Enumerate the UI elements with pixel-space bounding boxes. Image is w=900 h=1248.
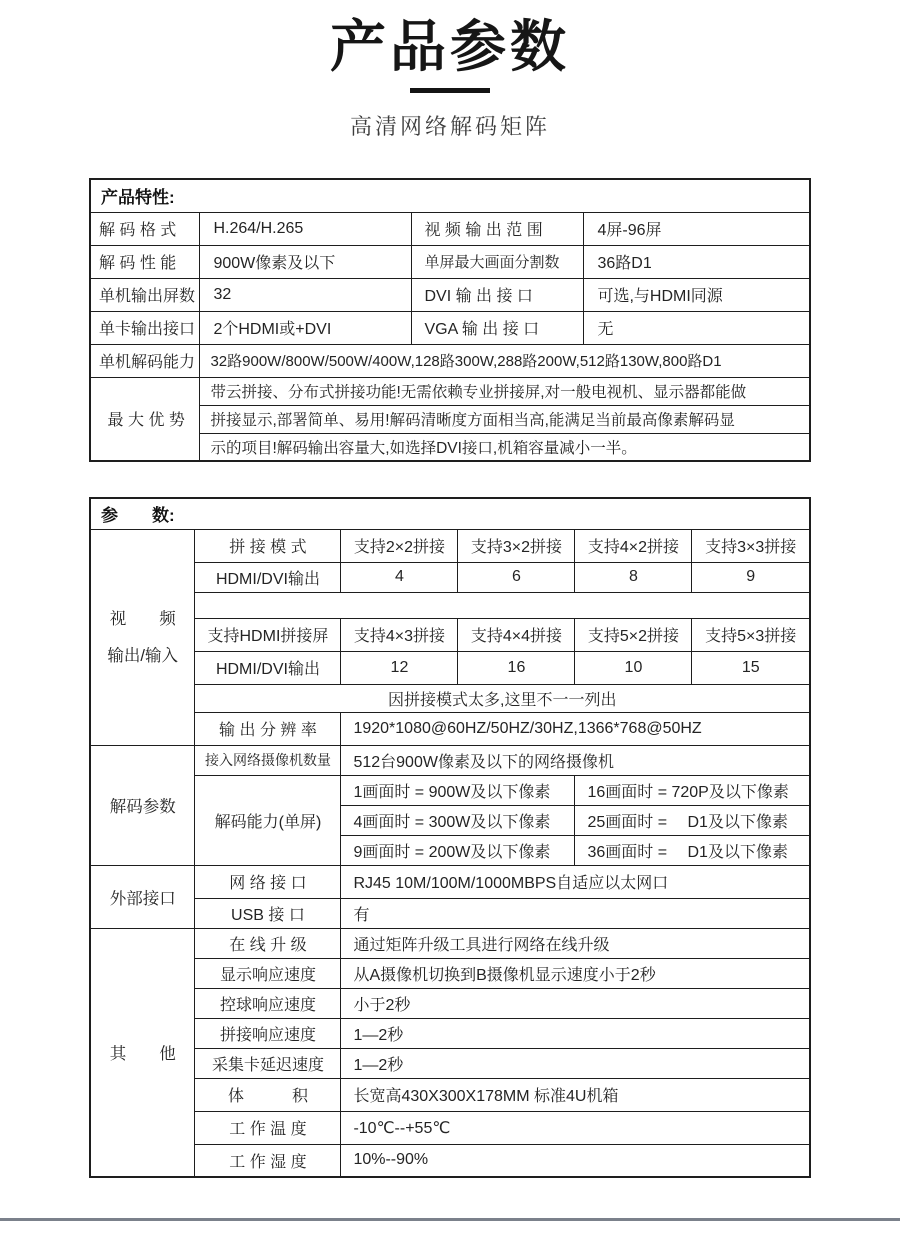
table-row — [90, 212, 810, 245]
feature-value: 36路D1 — [584, 245, 810, 278]
page-title: 产品参数 — [330, 15, 570, 78]
decode-capability-label: 单机解码能力 — [90, 344, 200, 377]
feature-value: 2个HDMI或+DVI — [200, 311, 412, 344]
parameters-table — [89, 497, 811, 1178]
decode-capacity-cell: 16画面时 = 720P及以下像素 — [575, 775, 810, 805]
feature-value: 4屏-96屏 — [584, 212, 810, 245]
other-value: 1—2秒 — [341, 1048, 810, 1078]
usb-port-label: USB 接 口 — [195, 898, 341, 928]
table-row — [90, 278, 810, 311]
table-row — [90, 958, 810, 988]
other-label: 在 线 升 级 — [195, 928, 341, 958]
splice-mode-cell: 支持3×2拼接 — [458, 529, 575, 562]
feature-value: H.264/H.265 — [200, 212, 412, 245]
features-header: 产品特性: — [90, 179, 810, 212]
camera-count-label: 接入网络摄像机数量 — [195, 745, 341, 775]
splice-mode-cell: 支持4×2拼接 — [575, 529, 692, 562]
table-row — [90, 179, 810, 212]
table-row — [90, 1144, 810, 1177]
network-port-label: 网 络 接 口 — [195, 865, 341, 898]
decode-capacity-cell: 4画面时 = 300W及以下像素 — [341, 805, 575, 835]
hdmi-dvi-output-count: 8 — [575, 562, 692, 592]
advantage-line: 示的项目!解码输出容量大,如选择DVI接口,机箱容量减小一半。 — [200, 433, 810, 461]
feature-value: 无 — [584, 311, 810, 344]
output-resolution-value: 1920*1080@60HZ/50HZ/30HZ,1366*768@50HZ — [341, 712, 810, 745]
feature-value: 900W像素及以下 — [200, 245, 412, 278]
other-label: 显示响应速度 — [195, 958, 341, 988]
other-value: 从A摄像机切换到B摄像机显示速度小于2秒 — [341, 958, 810, 988]
title-underline — [410, 88, 490, 93]
table-row — [90, 1111, 810, 1144]
section-label-gap — [97, 631, 189, 644]
splice-mode-label: 拼 接 模 式 — [195, 529, 341, 562]
hdmi-dvi-output-label: HDMI/DVI输出 — [195, 562, 341, 592]
other-value: 小于2秒 — [341, 988, 810, 1018]
page-subtitle: 高清网络解码矩阵 — [349, 114, 550, 139]
splice-mode-cell: 支持2×2拼接 — [341, 529, 458, 562]
table-row — [90, 865, 810, 898]
table-row — [90, 1018, 810, 1048]
table-row — [90, 745, 810, 775]
section-video-io-line1: 视 频 — [109, 609, 176, 628]
splice-mode-cell: 支持3×3拼接 — [692, 529, 810, 562]
other-label: 拼接响应速度 — [195, 1018, 341, 1048]
splice-mode-cell: 支持5×2拼接 — [575, 618, 692, 651]
feature-label: 解 码 性 能 — [90, 245, 200, 278]
decode-capacity-cell: 9画面时 = 200W及以下像素 — [341, 835, 575, 865]
other-value: 通过矩阵升级工具进行网络在线升级 — [341, 928, 810, 958]
feature-label: VGA 输 出 接 口 — [412, 311, 584, 344]
hdmi-dvi-output-count: 15 — [692, 651, 810, 684]
other-label: 体 积 — [195, 1078, 341, 1111]
network-port-value: RJ45 10M/100M/1000MBPS自适应以太网口 — [341, 865, 810, 898]
feature-label: 单卡输出接口 — [90, 311, 200, 344]
other-value: 10%--90% — [341, 1144, 810, 1177]
table-row — [90, 311, 810, 344]
other-label: 工 作 温 度 — [195, 1111, 341, 1144]
table-row — [90, 898, 810, 928]
other-label: 控球响应速度 — [195, 988, 341, 1018]
decode-capacity-label: 解码能力(单屏) — [195, 775, 341, 865]
params-header: 参 数: — [90, 498, 810, 529]
table-row — [90, 712, 810, 745]
splice-mode-cell: 支持4×3拼接 — [341, 618, 458, 651]
bottom-divider-line — [0, 1218, 900, 1221]
decode-capability-value: 32路900W/800W/500W/400W,128路300W,288路200W,512路130W,800路D1 — [200, 344, 810, 377]
camera-count-value: 512台900W像素及以下的网络摄像机 — [341, 745, 810, 775]
output-resolution-label: 输 出 分 辨 率 — [195, 712, 341, 745]
other-value: 长宽高430X300X178MM 标准4U机箱 — [341, 1078, 810, 1111]
advantage-line: 拼接显示,部署简单、易用!解码清晰度方面相当高,能满足当前最高像素解码显 — [200, 405, 810, 433]
hdmi-dvi-output-label: HDMI/DVI输出 — [195, 651, 341, 684]
table-row — [90, 988, 810, 1018]
table-row — [90, 562, 810, 592]
table-row — [90, 651, 810, 684]
section-decode-params: 解码参数 — [90, 745, 195, 865]
decode-capacity-cell: 1画面时 = 900W及以下像素 — [341, 775, 575, 805]
table-row — [90, 1048, 810, 1078]
hdmi-dvi-output-count: 9 — [692, 562, 810, 592]
table-row — [90, 344, 810, 377]
table-row — [90, 1078, 810, 1111]
table-row — [90, 529, 810, 562]
section-video-io — [90, 529, 195, 745]
feature-label: 视 频 输 出 范 围 — [412, 212, 584, 245]
hdmi-splice-screen-label: 支持HDMI拼接屏 — [195, 618, 341, 651]
section-video-io-line2: 输出/输入 — [107, 646, 178, 665]
feature-label: 解 码 格 式 — [90, 212, 200, 245]
splice-mode-cell: 支持4×4拼接 — [458, 618, 575, 651]
table-row — [90, 498, 810, 529]
table-row — [90, 928, 810, 958]
feature-label: 单机输出屏数 — [90, 278, 200, 311]
hdmi-dvi-output-count: 4 — [341, 562, 458, 592]
table-row — [90, 377, 810, 405]
spacer-cell — [195, 592, 810, 618]
decode-capacity-cell: 25画面时 = D1及以下像素 — [575, 805, 810, 835]
feature-label: 单屏最大画面分割数 — [412, 245, 584, 278]
advantage-label: 最 大 优 势 — [90, 377, 200, 461]
product-features-table — [89, 178, 811, 462]
splice-mode-note: 因拼接模式太多,这里不一一列出 — [195, 684, 810, 712]
feature-label: DVI 输 出 接 口 — [412, 278, 584, 311]
table-row — [90, 618, 810, 651]
other-value: 1—2秒 — [341, 1018, 810, 1048]
advantage-line: 带云拼接、分布式拼接功能!无需依赖专业拼接屏,对一般电视机、显示器都能做 — [200, 377, 810, 405]
feature-value: 可选,与HDMI同源 — [584, 278, 810, 311]
other-label: 工 作 湿 度 — [195, 1144, 341, 1177]
usb-port-value: 有 — [341, 898, 810, 928]
table-row — [90, 775, 810, 805]
table-row — [90, 245, 810, 278]
section-other: 其 他 — [90, 928, 195, 1177]
hdmi-dvi-output-count: 12 — [341, 651, 458, 684]
hdmi-dvi-output-count: 16 — [458, 651, 575, 684]
table-row — [90, 684, 810, 712]
hdmi-dvi-output-count: 6 — [458, 562, 575, 592]
decode-capacity-cell: 36画面时 = D1及以下像素 — [575, 835, 810, 865]
other-label: 采集卡延迟速度 — [195, 1048, 341, 1078]
splice-mode-cell: 支持5×3拼接 — [692, 618, 810, 651]
feature-value: 32 — [200, 278, 412, 311]
hdmi-dvi-output-count: 10 — [575, 651, 692, 684]
section-external-ports: 外部接口 — [90, 865, 195, 928]
table-row — [90, 592, 810, 618]
other-value: -10℃--+55℃ — [341, 1111, 810, 1144]
